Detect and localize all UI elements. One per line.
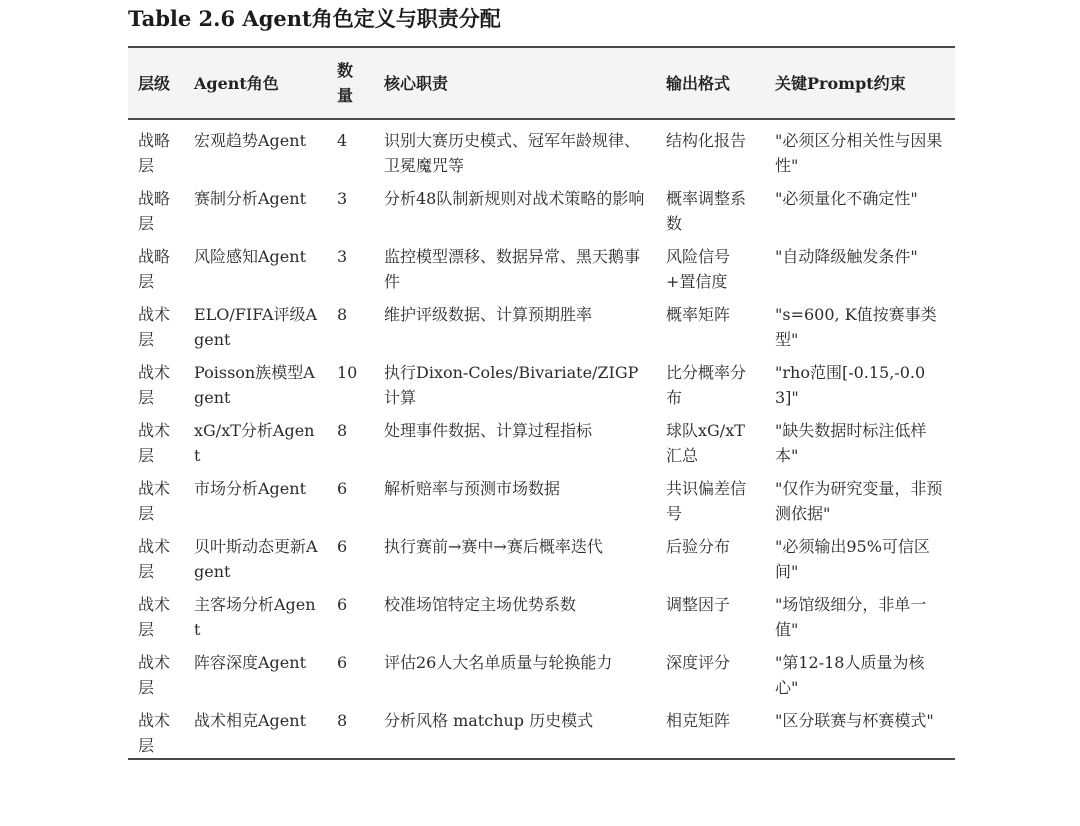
cell-count: 8 [327, 700, 374, 759]
cell-prompt-constraint: "区分联赛与杯赛模式" [765, 700, 955, 759]
cell-count: 3 [337, 247, 348, 266]
table-row [128, 642, 955, 700]
cell-count: 10 [337, 363, 358, 382]
cell-core-duty: 维护评级数据、计算预期胜率 [384, 305, 593, 324]
cell-agent-role: 市场分析Agent [194, 479, 307, 498]
cell-core-duty: 执行Dixon-Coles/Bivariate/ZIGP计算 [384, 363, 639, 407]
cell-core-duty: 分析风格 matchup 历史模式 [374, 700, 656, 759]
cell-layer: 战术层 [128, 700, 184, 759]
cell-agent-role: 战术相克Agent [184, 700, 327, 759]
table-row [128, 410, 955, 468]
table-row [128, 468, 955, 526]
cell-agent-role: 风险感知Agent [194, 247, 307, 266]
cell-core-duty: 处理事件数据、计算过程指标 [384, 421, 593, 440]
cell-count: 6 [337, 595, 348, 614]
cell-core-duty: 校准场馆特定主场优势系数 [384, 595, 577, 614]
cell-output-format: 风险信号+置信度 [666, 247, 731, 291]
table-row [128, 178, 955, 236]
cell-count: 8 [337, 305, 348, 324]
cell-agent-role: 宏观趋势Agent [194, 131, 307, 150]
cell-layer: 战术层 [138, 537, 171, 581]
header-prompt-constraint: 关键Prompt约束 [765, 47, 955, 119]
cell-layer: 战术层 [138, 479, 171, 523]
header-output-format: 输出格式 [656, 47, 765, 119]
cell-prompt-constraint: "必须输出95%可信区间" [775, 537, 930, 581]
cell-prompt-constraint: "缺失数据时标注低样本" [775, 421, 927, 465]
cell-core-duty: 识别大赛历史模式、冠军年龄规律、卫冕魔咒等 [384, 131, 641, 175]
cell-core-duty: 评估26人大名单质量与轮换能力 [384, 653, 613, 672]
cell-agent-role: 贝叶斯动态更新Agent [194, 537, 318, 581]
cell-output-format: 结构化报告 [666, 131, 747, 150]
cell-core-duty: 监控模型漂移、数据异常、黑天鹅事件 [384, 247, 641, 291]
cell-count: 3 [337, 189, 348, 208]
header-count: 数量 [327, 47, 374, 119]
header-agent-role: Agent角色 [184, 47, 327, 119]
cell-layer: 战术层 [138, 595, 171, 639]
cell-prompt-constraint: "rho范围[-0.15,-0.03]" [775, 363, 926, 407]
cell-output-format: 概率矩阵 [666, 305, 731, 324]
cell-layer: 战略层 [138, 131, 171, 175]
table-row [128, 294, 955, 352]
table-header-row [128, 47, 955, 119]
table-caption: Table 2.6 Agent角色定义与职责分配 [128, 6, 501, 31]
cell-prompt-constraint: "必须区分相关性与因果性" [775, 131, 943, 175]
cell-prompt-constraint: "s=600, K值按赛事类型" [775, 305, 937, 349]
table-row [128, 700, 955, 759]
cell-count: 6 [337, 537, 348, 556]
cell-output-format: 概率调整系数 [666, 189, 747, 233]
table-row [128, 236, 955, 294]
cell-count: 6 [337, 653, 348, 672]
cell-output-format: 球队xG/xT汇总 [666, 421, 745, 465]
cell-core-duty: 分析48队制新规则对战术策略的影响 [384, 189, 645, 208]
cell-layer: 战术层 [138, 305, 171, 349]
cell-agent-role: 阵容深度Agent [194, 653, 307, 672]
cell-count: 8 [337, 421, 348, 440]
cell-output-format: 相克矩阵 [656, 700, 765, 759]
header-layer: 层级 [128, 47, 184, 119]
cell-output-format: 比分概率分布 [666, 363, 747, 407]
cell-layer: 战术层 [138, 653, 171, 697]
table-row [128, 584, 955, 642]
cell-core-duty: 执行赛前→赛中→赛后概率迭代 [384, 537, 603, 556]
cell-layer: 战略层 [138, 189, 171, 233]
cell-prompt-constraint: "自动降级触发条件" [775, 247, 918, 266]
cell-output-format: 共识偏差信号 [666, 479, 747, 523]
cell-agent-role: 赛制分析Agent [194, 189, 307, 208]
table-row [128, 526, 955, 584]
cell-layer: 战术层 [138, 421, 171, 465]
cell-count: 6 [337, 479, 348, 498]
cell-agent-role: xG/xT分析Agent [194, 421, 315, 465]
cell-prompt-constraint: "必须量化不确定性" [775, 189, 918, 208]
cell-layer: 战略层 [138, 247, 171, 291]
cell-output-format: 后验分布 [666, 537, 731, 556]
cell-count: 4 [337, 131, 348, 150]
table-row [128, 352, 955, 410]
cell-agent-role: ELO/FIFA评级Agent [194, 305, 318, 349]
cell-prompt-constraint: "仅作为研究变量，非预测依据" [775, 479, 943, 523]
cell-prompt-constraint: "第12-18人质量为核心" [775, 653, 925, 697]
cell-core-duty: 解析赔率与预测市场数据 [384, 479, 561, 498]
cell-output-format: 调整因子 [666, 595, 731, 614]
cell-agent-role: 主客场分析Agent [194, 595, 316, 639]
cell-agent-role: Poisson族模型Agent [194, 363, 315, 407]
cell-layer: 战术层 [138, 363, 171, 407]
cell-output-format: 深度评分 [666, 653, 731, 672]
agent-role-table [128, 46, 955, 760]
table-row [128, 119, 955, 178]
header-core-duty: 核心职责 [374, 47, 656, 119]
cell-prompt-constraint: "场馆级细分，非单一值" [775, 595, 927, 639]
